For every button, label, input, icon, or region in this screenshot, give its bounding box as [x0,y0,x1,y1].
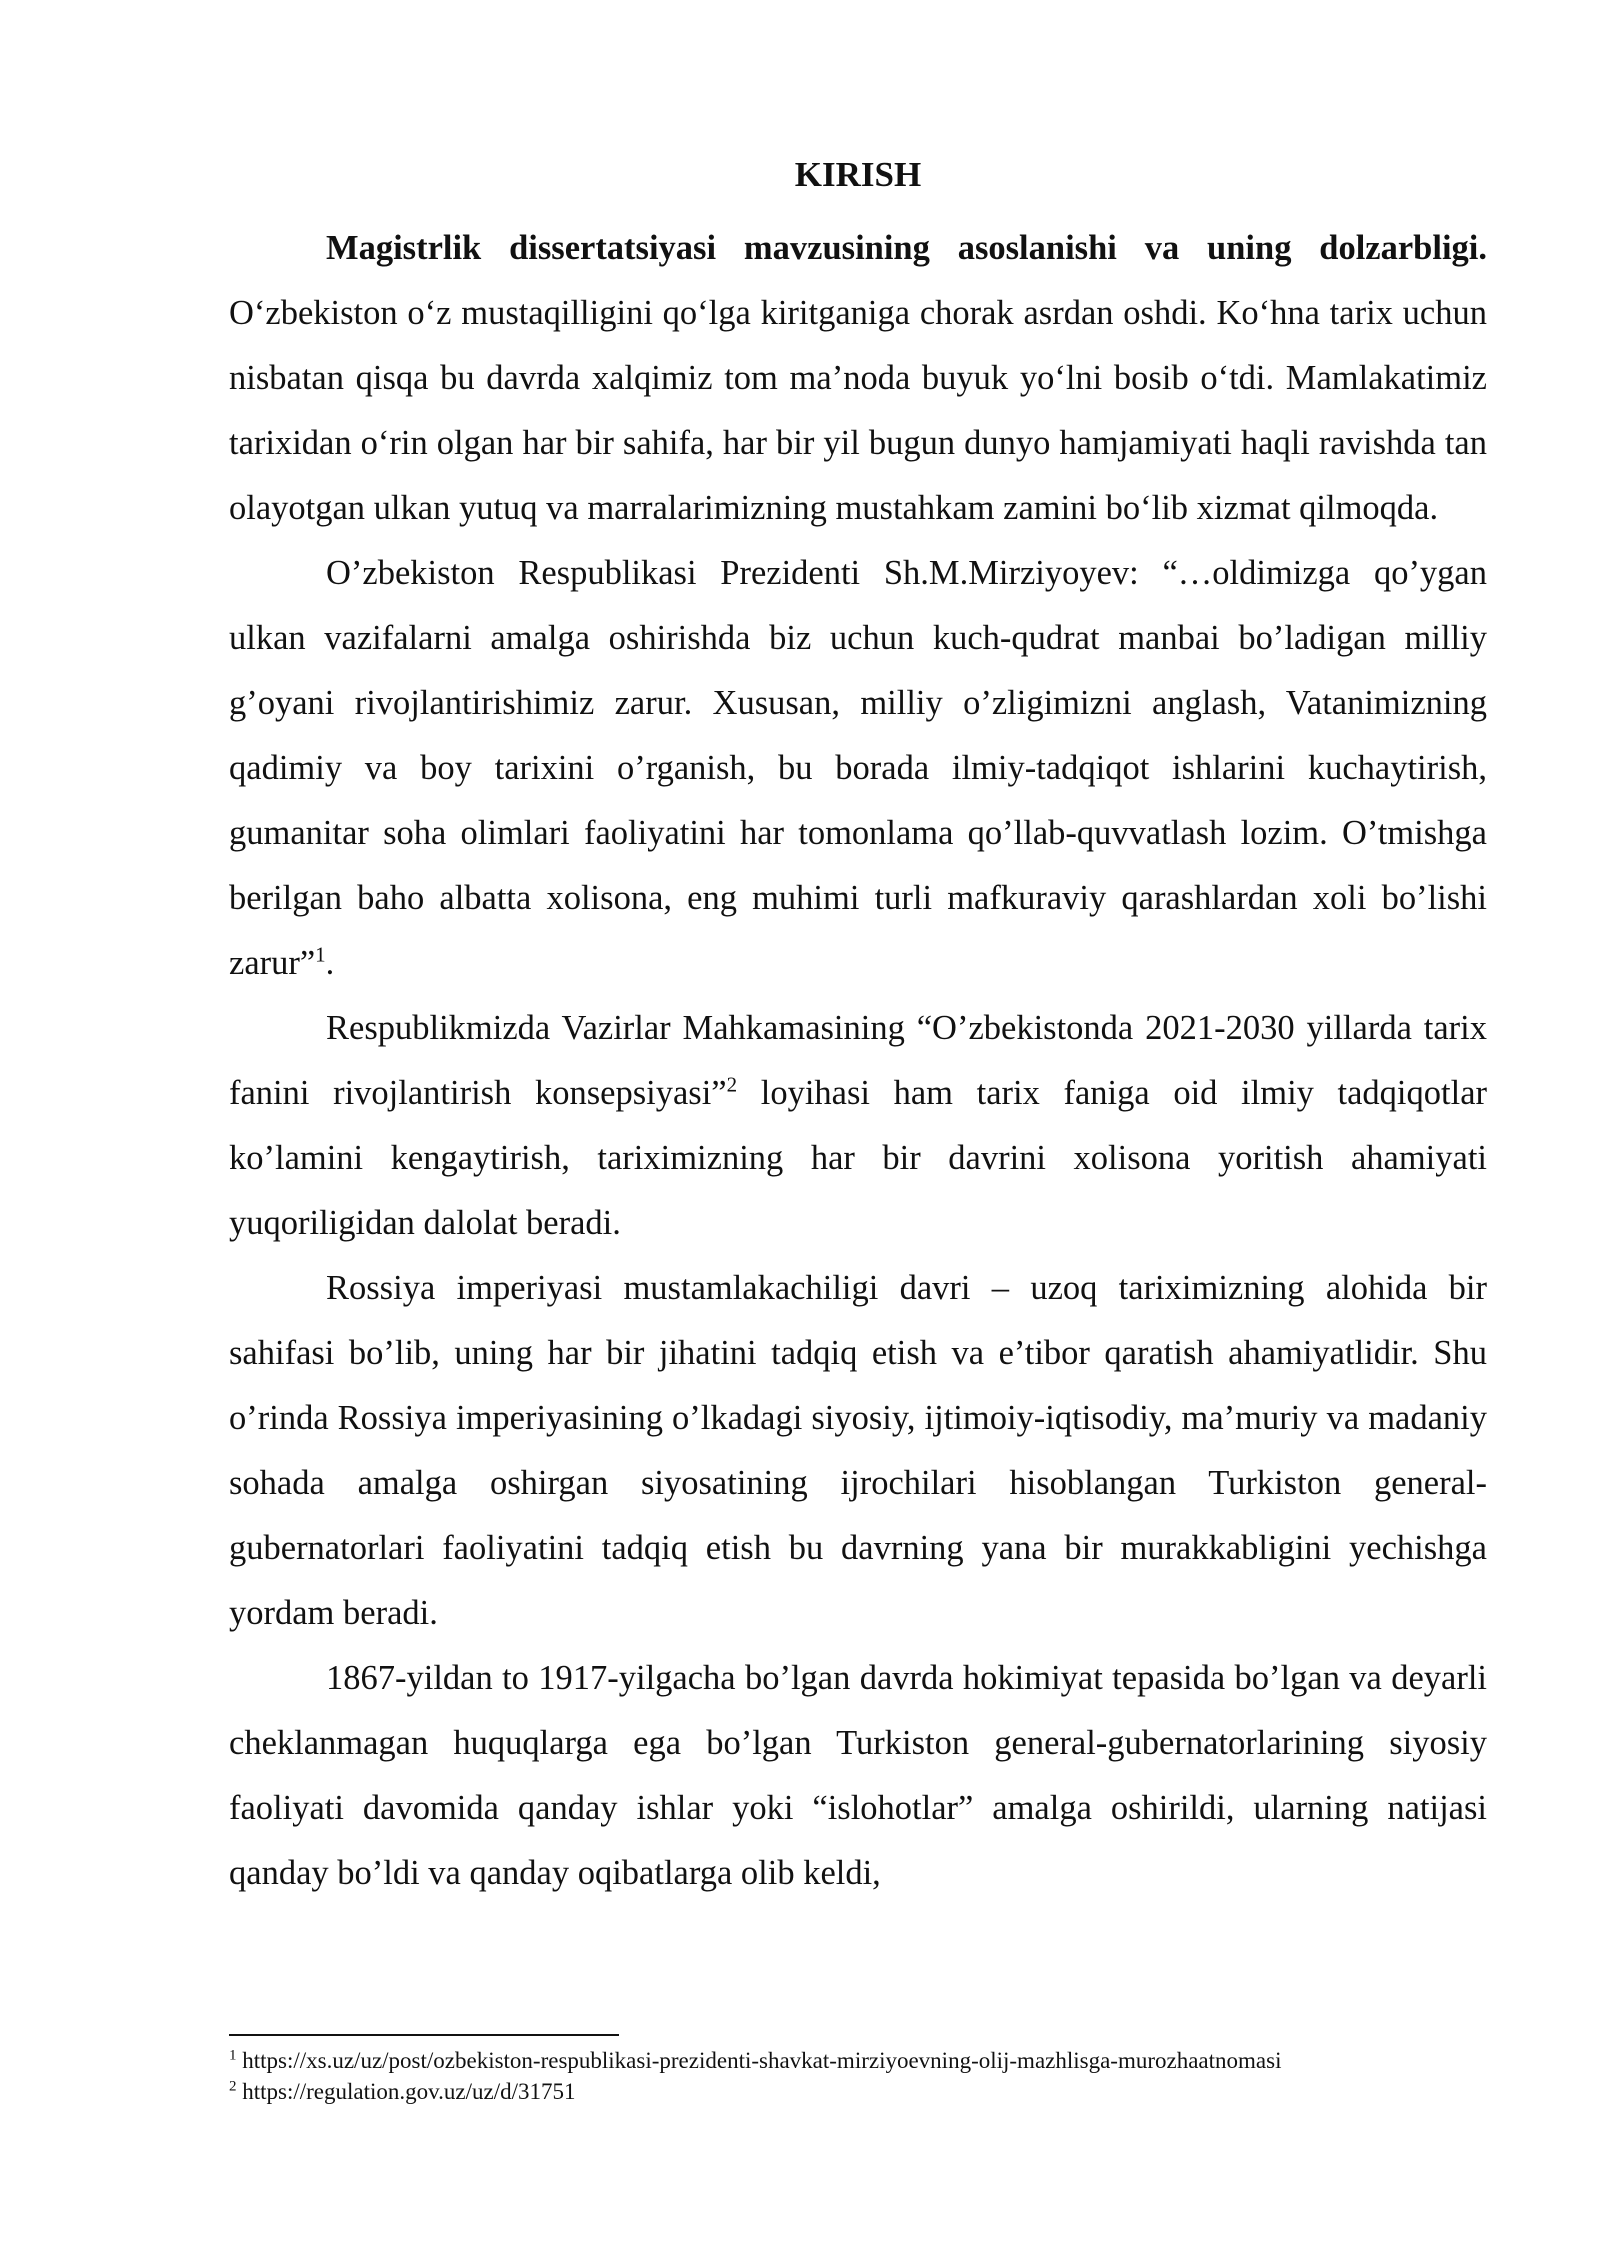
paragraph-concept [229,996,1487,1256]
footnotes [229,2045,1509,2107]
paragraph-text: O‘zbekiston o‘z mustaqilligini qo‘lga kiritganiga chorak asrdan oshdi. Ko‘hna tarix uchun nisbatan qisqa bu davrda xalqimiz tom ma’noda buyuk yo‘lni bosib o‘tdi. Mamlakatimiz tarixidan o‘rin olgan har bir sahifa, har bir yil bugun dunyo hamjamiyati haqli ravishda tan olayotgan ulkan yutuq va marralarimizning mustahkam zamini bo‘lib xizmat qilmoqda. [229,294,1487,527]
paragraph-governors [229,1646,1487,1906]
document-body [229,150,1487,1906]
paragraph-text: 1867-yildan to 1917-yilgacha bo’lgan davrda hokimiyat tepasida bo’lgan va deyarli cheklanmagan huquqlarga ega bo’lgan Turkiston general-gubernatorlarining siyosiy faoliyati davomida qanday ishlar yoki “islohotlar” amalga oshirildi, ularning natijasi qanday bo’ldi va qanday oqibatlarga olib keldi, [229,1659,1487,1892]
paragraph-intro [229,216,1487,541]
paragraph-text: Respublikmizda Vazirlar Mahkamasining “O’zbekistonda 2021-2030 yillarda tarix fanini rivojlantirish konsepsiyasi” [229,1009,1487,1112]
paragraph-bold-lead: Magistrlik dissertatsiyasi mavzusining asoslanishi va uning dolzarbligi. [326,229,1487,267]
paragraph-text: Rossiya imperiyasi mustamlakachiligi davri – uzoq tariximizning alohida bir sahifasi bo’lib, uning har bir jihatini tadqiq etish va e’tibor qaratish ahamiyatlidir. Shu o’rinda Rossiya imperiyasining o’lkadagi siyosiy, ijtimoiy-iqtisodiy, ma’muriy va madaniy sohada amalga oshirgan siyosatining ijrochilari hisoblangan Turkiston general-gubernatorlari faoliyatini tadqiq etish bu davrning yana bir murakkabligini yechishga yordam beradi. [229,1269,1487,1632]
paragraph-colonial-period [229,1256,1487,1646]
footnote-number: 1 [229,2047,237,2064]
footnote-link[interactable]: https://regulation.gov.uz/uz/d/31751 [236,2079,576,2104]
footnote-ref-1[interactable]: 1 [315,942,326,967]
footnote-ref-2[interactable]: 2 [726,1072,738,1097]
paragraph-text: O’zbekiston Respublikasi Prezidenti Sh.M.Mirziyoyev: “…oldimizga qo’ygan ulkan vazifalarni amalga oshirishda biz uchun kuch-qudrat manbai bo’ladigan milliy g’oyani rivojlantirishimiz zarur. Xususan, milliy o’zligimizni anglash, Vatanimizning qadimiy va boy tarixini o’rganish, bu borada ilmiy-tadqiqot ishlarini kuchaytirish, gumanitar soha olimlari faoliyatini har tomonlama qo’llab-quvvatlash lozim. O’tmishga berilgan baho albatta xolisona, eng muhimi turli mafkuraviy qarashlardan xoli bo’lishi zarur” [229,554,1487,982]
page-title: KIRISH [794,155,922,194]
footnote-1 [229,2045,1509,2076]
paragraph-tail: . [325,944,335,982]
footnote-separator [229,2034,619,2036]
paragraph-president-quote [229,541,1487,996]
paragraph-tail: loyihasi ham tarix faniga oid ilmiy tadqiqotlar ko’lamini kengaytirish, tariximizning har bir davrini xolisona yoritish ahamiyati yuqoriligidan dalolat beradi. [229,1074,1487,1242]
footnote-number: 2 [229,2078,237,2095]
footnote-2 [229,2076,1509,2107]
footnote-link[interactable]: https://xs.uz/uz/post/ozbekiston-respublikasi-prezidenti-shavkat-mirziyoevning-olij-mazhlisga-murozhaatnomasi [236,2048,1282,2073]
